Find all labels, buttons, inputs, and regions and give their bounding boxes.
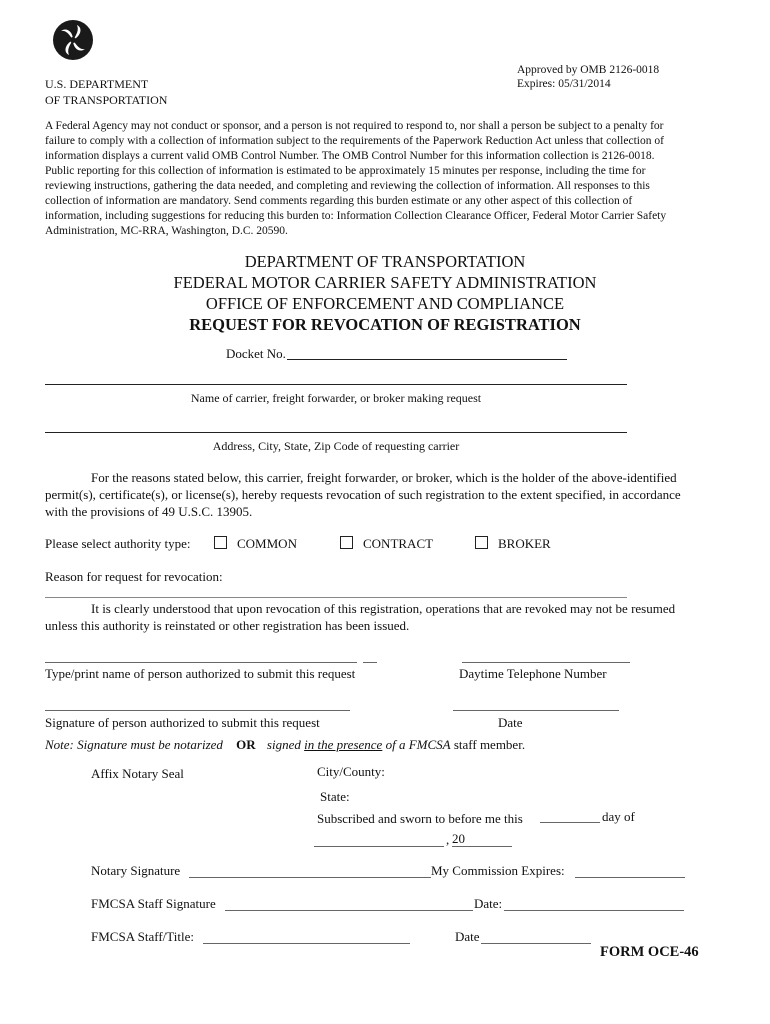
- note-text-c: in the presence: [304, 737, 383, 752]
- staff-title-field[interactable]: [203, 943, 410, 944]
- omb-approved: Approved by OMB 2126-0018: [517, 64, 660, 76]
- burden-line: collection of information are mandatory. Send comments regarding this burden estimate or any other aspect of this collection of: [45, 195, 633, 207]
- dept-line-1: U.S. DEPARTMENT: [45, 77, 149, 91]
- form-id: FORM OCE-46: [600, 944, 699, 960]
- omb-expires: Expires: 05/31/2014: [517, 78, 611, 90]
- burden-line: information, including suggestions for reducing this burden to: Information Collection Clearance Officer, Federal Motor Carrier Safety: [45, 210, 667, 222]
- reason-label: Reason for request for revocation:: [45, 569, 223, 584]
- city-county-label: City/County:: [317, 764, 385, 779]
- statement-line: with the provisions of 49 U.S.C. 13905.: [45, 504, 253, 519]
- burden-line: Public reporting for this collection of information is estimated to be approximately 15 minutes per response, including the time for: [45, 165, 646, 177]
- signature-caption: Signature of person authorized to submit this request: [45, 715, 320, 730]
- notarize-note: [45, 737, 525, 753]
- docket-label: Docket No.: [226, 346, 286, 361]
- burden-line: A Federal Agency may not conduct or sponsor, and a person is not required to respond to, nor shall a person be subject to a penalty for: [45, 120, 664, 132]
- contract-label: CONTRACT: [363, 536, 434, 551]
- staff-date-field[interactable]: [504, 910, 684, 911]
- title-fmcsa: FEDERAL MOTOR CARRIER SAFETY ADMINISTRATION: [173, 273, 597, 292]
- day-field[interactable]: [540, 822, 600, 823]
- commission-expires-field[interactable]: [575, 877, 685, 878]
- form-title: REQUEST FOR REVOCATION OF REGISTRATION: [189, 315, 581, 334]
- staff-signature-label: FMCSA Staff Signature: [91, 896, 216, 911]
- notary-signature-label: Notary Signature: [91, 863, 181, 878]
- print-name-field-ext: [363, 662, 377, 663]
- phone-field[interactable]: [462, 662, 630, 663]
- affix-notary-seal: Affix Notary Seal: [91, 766, 184, 781]
- burden-line: Administration, MC-RRA, Washington, D.C. 20590.: [45, 225, 288, 237]
- year-prefix: 20: [452, 831, 465, 846]
- burden-line: failure to comply with a collection of information subject to the requirements of the Paperwork Reduction Act unless that collection of: [45, 135, 664, 147]
- burden-line: information displays a current valid OMB Control Number. The OMB Control Number for this information collection is 2126-0018.: [45, 150, 655, 162]
- signature-date-field[interactable]: [453, 710, 619, 711]
- print-name-field[interactable]: [45, 662, 357, 663]
- notary-signature-field[interactable]: [189, 877, 431, 878]
- print-name-caption: Type/print name of person authorized to submit this request: [45, 666, 356, 681]
- dot-logo: [52, 19, 94, 61]
- day-of-label: day of: [602, 809, 635, 824]
- year-field[interactable]: [452, 846, 512, 847]
- authority-label: Please select authority type:: [45, 536, 191, 551]
- statement-line: For the reasons stated below, this carrier, freight forwarder, or broker, which is the holder of the above-identified: [91, 470, 677, 485]
- note-or: OR: [236, 737, 256, 752]
- month-field[interactable]: [314, 846, 444, 847]
- signature-date-caption: Date: [498, 715, 523, 730]
- commission-expires-label: My Commission Expires:: [431, 863, 565, 878]
- contract-checkbox[interactable]: [340, 536, 353, 549]
- note-text-b: signed: [266, 737, 301, 752]
- carrier-name-field[interactable]: [45, 384, 627, 385]
- statement-line: permit(s), certificate(s), or license(s), hereby requests revocation of such registration to the extent specified, in accordance: [45, 487, 681, 502]
- broker-checkbox[interactable]: [475, 536, 488, 549]
- staff-title-label: FMCSA Staff/Title:: [91, 929, 194, 944]
- subscribed-label: Subscribed and sworn to before me this: [317, 811, 523, 826]
- broker-label: BROKER: [498, 536, 551, 551]
- common-label: COMMON: [237, 536, 297, 551]
- title-department: DEPARTMENT OF TRANSPORTATION: [244, 252, 526, 271]
- address-field[interactable]: [45, 432, 627, 433]
- understanding-line: unless this authority is reinstated or other registration has been issued.: [45, 618, 410, 633]
- staff-signature-field[interactable]: [225, 910, 473, 911]
- authority-option-common[interactable]: [214, 536, 297, 552]
- burden-line: reviewing instructions, gathering the data needed, and completing and reviewing the collection of information. All responses to this: [45, 180, 650, 192]
- phone-caption: Daytime Telephone Number: [459, 666, 607, 681]
- signature-field[interactable]: [45, 710, 350, 711]
- authority-option-broker[interactable]: [475, 536, 551, 552]
- docket-field[interactable]: [287, 359, 567, 360]
- state-label: State:: [320, 789, 350, 804]
- note-text-d: of a FMCSA: [385, 737, 451, 752]
- title-office: OFFICE OF ENFORCEMENT AND COMPLIANCE: [205, 294, 565, 313]
- note-text-a: Note: Signature must be notarized: [45, 737, 223, 752]
- common-checkbox[interactable]: [214, 536, 227, 549]
- address-caption: Address, City, State, Zip Code of requesting carrier: [212, 439, 460, 453]
- understanding-line: It is clearly understood that upon revocation of this registration, operations that are revoked may not be resumed: [91, 601, 676, 616]
- year-comma: ,: [446, 832, 450, 847]
- authority-option-contract[interactable]: [340, 536, 433, 552]
- title-date-label: Date: [455, 929, 480, 944]
- note-text-e: staff member.: [453, 737, 526, 752]
- reason-field[interactable]: [45, 597, 627, 598]
- staff-date-label: Date:: [474, 896, 503, 911]
- title-date-field[interactable]: [481, 943, 591, 944]
- carrier-name-caption: Name of carrier, freight forwarder, or broker making request: [190, 391, 482, 405]
- dept-line-2: OF TRANSPORTATION: [45, 93, 168, 107]
